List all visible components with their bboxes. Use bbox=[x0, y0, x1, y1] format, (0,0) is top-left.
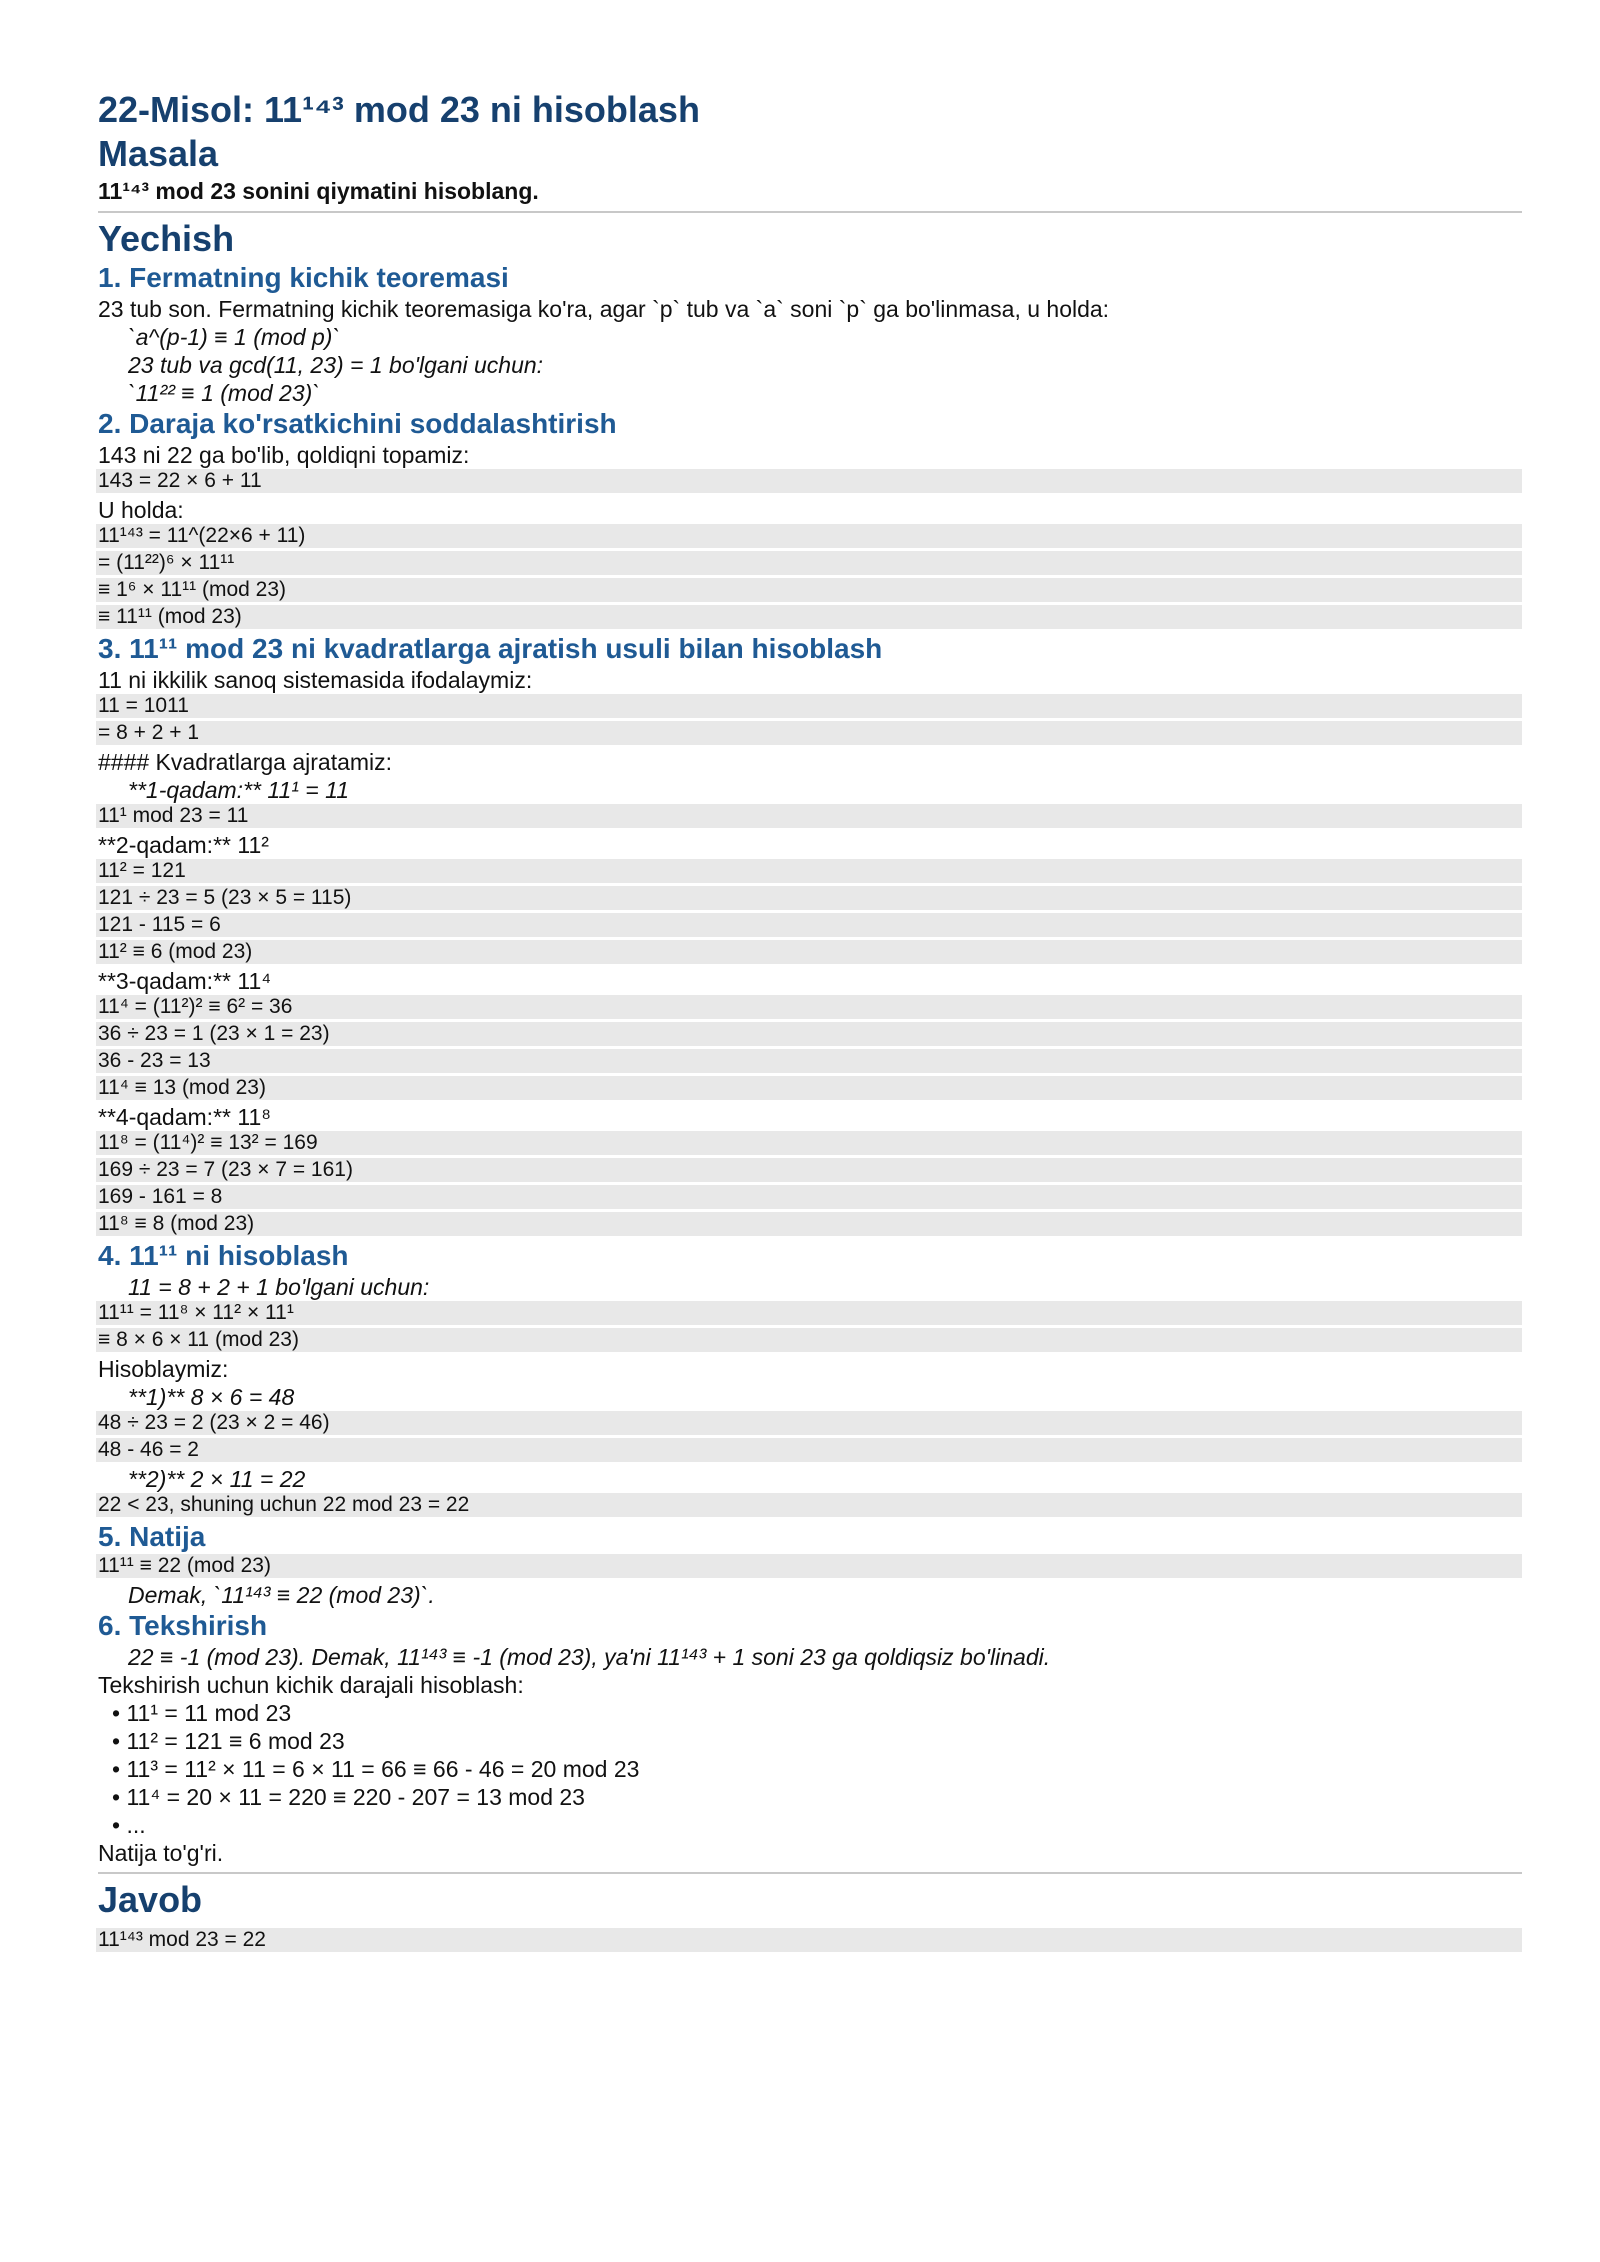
code-line: ≡ 11¹¹ (mod 23) bbox=[96, 605, 1522, 629]
javob-heading: Javob bbox=[98, 1879, 203, 1920]
step-1-label: **1-qadam:** 11¹ = 11 bbox=[128, 777, 349, 803]
list-item: • 11² = 121 ≡ 6 mod 23 bbox=[112, 1728, 345, 1754]
masala-text: 11¹⁴³ mod 23 sonini qiymatini hisoblang. bbox=[98, 178, 539, 204]
code-line: 11⁴ ≡ 13 (mod 23) bbox=[96, 1076, 1522, 1100]
step-4-label: **4-qadam:** 11⁸ bbox=[98, 1104, 271, 1130]
section-3-subheading: #### Kvadratlarga ajratamiz: bbox=[98, 749, 393, 775]
code-line: = (11²²)⁶ × 11¹¹ bbox=[96, 551, 1522, 575]
code-line: 48 ÷ 23 = 2 (23 × 2 = 46) bbox=[96, 1411, 1522, 1435]
masala-heading: Masala bbox=[98, 133, 219, 174]
section-2-text: U holda: bbox=[98, 497, 184, 523]
code-line: 11¹⁴³ = 11^(22×6 + 11) bbox=[96, 524, 1522, 548]
code-line: 11¹¹ ≡ 22 (mod 23) bbox=[96, 1554, 1522, 1578]
code-line: ≡ 1⁶ × 11¹¹ (mod 23) bbox=[96, 578, 1522, 602]
code-line: 11 = 1011 bbox=[96, 694, 1522, 718]
section-4-note: 11 = 8 + 2 + 1 bo'lgani uchun: bbox=[128, 1274, 430, 1300]
section-2-text: 143 ni 22 ga bo'lib, qoldiqni topamiz: bbox=[98, 442, 470, 468]
yechish-heading: Yechish bbox=[98, 218, 235, 259]
code-line: ≡ 8 × 6 × 11 (mod 23) bbox=[96, 1328, 1522, 1352]
code-line: 169 - 161 = 8 bbox=[96, 1185, 1522, 1209]
section-1-result: `11²² ≡ 1 (mod 23)` bbox=[128, 380, 320, 406]
section-6-heading: 6. Tekshirish bbox=[98, 1610, 268, 1641]
section-4-text: Hisoblaymiz: bbox=[98, 1356, 229, 1382]
code-line: 11⁸ = (11⁴)² ≡ 13² = 169 bbox=[96, 1131, 1522, 1155]
list-item: • ... bbox=[112, 1812, 146, 1838]
divider bbox=[98, 1872, 1522, 1874]
code-line: 11² = 121 bbox=[96, 859, 1522, 883]
code-line: 11⁴ = (11²)² ≡ 6² = 36 bbox=[96, 995, 1522, 1019]
code-line: 48 - 46 = 2 bbox=[96, 1438, 1522, 1462]
section-1-formula: `a^(p-1) ≡ 1 (mod p)` bbox=[128, 324, 341, 350]
section-2-heading: 2. Daraja ko'rsatkichini soddalashtirish bbox=[98, 408, 617, 439]
page-title: 22-Misol: 11¹⁴³ mod 23 ni hisoblash bbox=[98, 89, 700, 130]
section-4-heading: 4. 11¹¹ ni hisoblash bbox=[98, 1240, 349, 1271]
code-line: 22 < 23, shuning uchun 22 mod 23 = 22 bbox=[96, 1493, 1522, 1517]
code-line: 11² ≡ 6 (mod 23) bbox=[96, 940, 1522, 964]
code-line: = 8 + 2 + 1 bbox=[96, 721, 1522, 745]
list-item: • 11³ = 11² × 11 = 6 × 11 = 66 ≡ 66 - 46 = 20 mod 23 bbox=[112, 1756, 640, 1782]
code-line: 36 - 23 = 13 bbox=[96, 1049, 1522, 1073]
calc-1-label: **1)** 8 × 6 = 48 bbox=[128, 1384, 295, 1410]
code-line: 121 - 115 = 6 bbox=[96, 913, 1522, 937]
code-line: 36 ÷ 23 = 1 (23 × 1 = 23) bbox=[96, 1022, 1522, 1046]
section-6-note: 22 ≡ -1 (mod 23). Demak, 11¹⁴³ ≡ -1 (mod 23), ya'ni 11¹⁴³ + 1 soni 23 ga qoldiqsiz bo'linadi. bbox=[128, 1644, 1051, 1670]
code-line: 11¹ mod 23 = 11 bbox=[96, 804, 1522, 828]
document bbox=[98, 88, 1522, 1955]
section-5-heading: 5. Natija bbox=[98, 1521, 206, 1552]
list-item: • 11¹ = 11 mod 23 bbox=[112, 1700, 292, 1726]
step-3-label: **3-qadam:** 11⁴ bbox=[98, 968, 272, 994]
list-item: • 11⁴ = 20 × 11 = 220 ≡ 220 - 207 = 13 mod 23 bbox=[112, 1784, 585, 1810]
divider bbox=[98, 211, 1522, 213]
code-line: 169 ÷ 23 = 7 (23 × 7 = 161) bbox=[96, 1158, 1522, 1182]
answer-code: 11¹⁴³ mod 23 = 22 bbox=[96, 1928, 1522, 1952]
section-1-text: 23 tub son. Fermatning kichik teoremasiga ko'ra, agar `p` tub va `a` soni `p` ga bo'linmasa, u holda: bbox=[98, 296, 1110, 322]
section-6-end: Natija to'g'ri. bbox=[98, 1840, 224, 1866]
section-5-conclusion: Demak, `11¹⁴³ ≡ 22 (mod 23)`. bbox=[128, 1582, 435, 1608]
section-3-text: 11 ni ikkilik sanoq sistemasida ifodalaymiz: bbox=[98, 667, 533, 693]
calc-2-label: **2)** 2 × 11 = 22 bbox=[128, 1466, 306, 1492]
code-line: 11¹¹ = 11⁸ × 11² × 11¹ bbox=[96, 1301, 1522, 1325]
code-line: 143 = 22 × 6 + 11 bbox=[96, 469, 1522, 493]
section-6-text: Tekshirish uchun kichik darajali hisoblash: bbox=[98, 1672, 524, 1698]
code-line: 11⁸ ≡ 8 (mod 23) bbox=[96, 1212, 1522, 1236]
section-1-note: 23 tub va gcd(11, 23) = 1 bo'lgani uchun: bbox=[128, 352, 544, 378]
section-1-heading: 1. Fermatning kichik teoremasi bbox=[98, 262, 509, 293]
code-line: 121 ÷ 23 = 5 (23 × 5 = 115) bbox=[96, 886, 1522, 910]
step-2-label: **2-qadam:** 11² bbox=[98, 832, 269, 858]
section-3-heading: 3. 11¹¹ mod 23 ni kvadratlarga ajratish usuli bilan hisoblash bbox=[98, 633, 883, 664]
